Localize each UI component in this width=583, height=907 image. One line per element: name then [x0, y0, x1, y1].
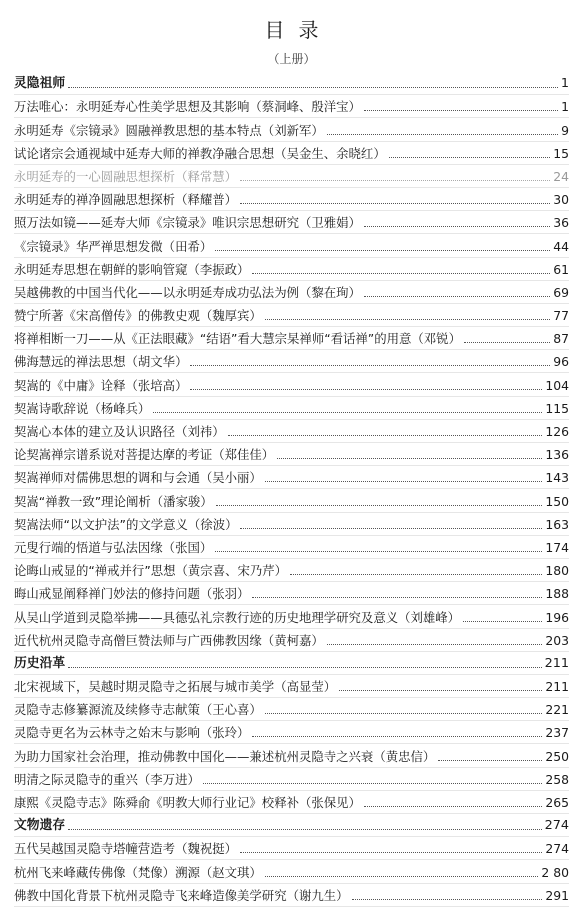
- page-number: 126: [545, 424, 569, 439]
- toc-entry[interactable]: [14, 211, 569, 234]
- dot-leader: [265, 713, 543, 714]
- volume-subtitle: （上册）: [267, 52, 316, 66]
- dot-leader: [190, 389, 542, 390]
- page-number: 15: [553, 145, 569, 161]
- dot-leader: [389, 157, 551, 158]
- entry-title: 灵隐寺志修纂源流及续修寺志献策（王心喜）: [14, 702, 262, 718]
- page-number: 221: [545, 702, 569, 718]
- toc-entry[interactable]: [14, 605, 569, 628]
- toc-entry[interactable]: [14, 420, 569, 443]
- page-number: 211: [545, 679, 569, 695]
- dot-leader: [265, 876, 539, 877]
- toc-entry[interactable]: [14, 397, 569, 420]
- toc-entry[interactable]: [14, 559, 569, 582]
- toc-section-heading[interactable]: [14, 814, 569, 837]
- toc-entry[interactable]: [14, 95, 569, 118]
- toc-entry[interactable]: [14, 791, 569, 814]
- entry-title: 照万法如镜——延寿大师《宗镜录》唯识宗思想研究（卫雅娟）: [14, 215, 361, 231]
- dot-leader: [240, 852, 542, 853]
- entry-title: 《宗镜录》华严禅思想发微（田希）: [14, 238, 213, 254]
- entry-title: 佛教中国化背景下杭州灵隐寺飞来峰造像美学研究（谢九生）: [14, 887, 349, 903]
- dot-leader: [463, 621, 542, 622]
- dot-leader: [252, 597, 542, 598]
- page-number: 196: [545, 609, 569, 625]
- page-number: 143: [545, 470, 569, 486]
- toc-entry[interactable]: [14, 234, 569, 257]
- page-number: 115: [545, 400, 569, 416]
- dot-leader: [68, 667, 541, 668]
- entry-title: 论契嵩禅宗谱系说对菩提达摩的考证（郑佳佳）: [14, 447, 275, 463]
- page-number: 2 80: [541, 864, 569, 880]
- page-number: 104: [545, 377, 569, 393]
- dot-leader: [215, 551, 542, 552]
- page-number: 265: [545, 795, 569, 810]
- entry-title: 近代杭州灵隐寺高僧巨赞法师与广西佛教因缘（黄柯嘉）: [14, 632, 324, 648]
- toc-entry[interactable]: [14, 327, 569, 350]
- toc-entry[interactable]: [14, 281, 569, 304]
- entry-title: 晦山戒显阐释禅门妙法的修持问题（张羽）: [14, 586, 250, 602]
- dot-leader: [252, 273, 550, 274]
- entry-title: 将禅相断一刀——从《正法眼藏》“结语”看大慧宗杲禅师“看话禅”的用意（邓锐）: [14, 331, 461, 347]
- page-number: 174: [545, 539, 569, 555]
- entry-title: 永明延寿的禅净圆融思想探析（释耀普）: [14, 192, 238, 208]
- page-title: 目录: [264, 18, 333, 42]
- dot-leader: [438, 760, 542, 761]
- entry-title: 永明延寿的一心圆融思想探析（释常慧）: [14, 168, 238, 184]
- entry-title: 佛海慧远的禅法思想（胡文华）: [14, 354, 188, 370]
- toc-entry[interactable]: [14, 466, 569, 489]
- dot-leader: [252, 736, 542, 737]
- dot-leader: [216, 505, 543, 506]
- page-number: 163: [545, 516, 569, 532]
- dot-leader: [352, 899, 543, 900]
- toc-entry[interactable]: [14, 675, 569, 698]
- dot-leader: [290, 574, 542, 575]
- dot-leader: [240, 203, 550, 204]
- page-number: 188: [545, 586, 569, 602]
- page-number: 30: [553, 192, 569, 208]
- page-number: 87: [553, 331, 569, 347]
- table-of-contents: [14, 72, 569, 907]
- entry-title: 永明延寿《宗镜录》圆融禅教思想的基本特点（刘新军）: [14, 122, 324, 138]
- entry-title: 契嵩禅师对儒佛思想的调和与会通（吴小丽）: [14, 470, 262, 486]
- entry-title: 明清之际灵隐寺的重兴（李万进）: [14, 771, 200, 787]
- entry-title: 万法唯心：永明延寿心性美学思想及其影响（蔡洞峰、殷洋宝）: [14, 99, 361, 115]
- entry-title: 灵隐寺更名为云林寺之始末与影响（张玲）: [14, 725, 250, 741]
- dot-leader: [203, 783, 542, 784]
- page-number: 1: [560, 76, 569, 92]
- entry-title: 元叟行端的悟道与弘法因缘（张国）: [14, 539, 213, 555]
- dot-leader: [240, 528, 542, 529]
- dot-leader: [68, 87, 558, 88]
- entry-title: 论晦山戒显的“禅戒并行”思想（黄宗喜、宋乃芹）: [14, 563, 288, 579]
- page-number: 258: [545, 771, 569, 787]
- entry-title: 五代吴越国灵隐寺塔幢营造考（魏祝挺）: [14, 841, 238, 857]
- page-number: 96: [553, 354, 569, 370]
- toc-entry[interactable]: [14, 582, 569, 605]
- toc-entry[interactable]: [14, 837, 569, 860]
- page-number: 237: [545, 725, 569, 741]
- entry-title: 吴越佛教的中国当代化——以永明延寿成功弘法为例（黎在珣）: [14, 284, 361, 300]
- page-number: 274: [544, 818, 569, 834]
- toc-section-heading[interactable]: [14, 652, 569, 675]
- entry-title: 康熙《灵隐寺志》陈舜俞《明教大师行业记》校释补（张保见）: [14, 795, 361, 810]
- toc-section-heading[interactable]: [14, 72, 569, 95]
- toc-entry[interactable]: [14, 698, 569, 721]
- page-number: 61: [553, 261, 569, 277]
- entry-title: 契嵩“禅教一致”理论阐析（潘家骏）: [14, 493, 213, 509]
- dot-leader: [153, 412, 542, 413]
- entry-title: 杭州飞来峰藏传佛像（梵像）溯源（赵文琪）: [14, 864, 262, 880]
- page-number: 1: [561, 99, 569, 115]
- page-number: 250: [545, 748, 569, 764]
- entry-title: 契嵩诗歌辞说（杨峰兵）: [14, 400, 151, 416]
- page-number: 44: [553, 238, 569, 254]
- toc-entry[interactable]: [14, 165, 569, 188]
- toc-entry[interactable]: [14, 350, 569, 373]
- dot-leader: [215, 250, 550, 251]
- toc-entry[interactable]: [14, 118, 569, 141]
- entry-title: 试论诸宗会通视域中延寿大师的禅教净融合思想（吴金生、余晓红）: [14, 145, 386, 161]
- page-number: 69: [553, 284, 569, 300]
- toc-entry[interactable]: [14, 489, 569, 512]
- toc-entry[interactable]: [14, 142, 569, 165]
- toc-entry[interactable]: [14, 304, 569, 327]
- toc-entry[interactable]: [14, 258, 569, 281]
- dot-leader: [327, 644, 543, 645]
- entry-title: 为助力国家社会治理，推动佛教中国化——兼述杭州灵隐寺之兴衰（黄忠信）: [14, 748, 436, 764]
- page-number: 36: [553, 215, 569, 231]
- dot-leader: [240, 180, 550, 181]
- dot-leader: [464, 342, 550, 343]
- entry-title: 契嵩法师“以文护法”的文学意义（徐波）: [14, 516, 238, 532]
- dot-leader: [339, 690, 542, 691]
- page-number: 180: [545, 563, 569, 579]
- page-number: 203: [545, 632, 569, 648]
- toc-entry[interactable]: [14, 721, 569, 744]
- dot-leader: [364, 296, 550, 297]
- page-number: 291: [545, 887, 569, 903]
- entry-title: 赞宁所著《宋高僧传》的佛教史观（魏厚宾）: [14, 308, 262, 324]
- section-title: 文物遗存: [14, 818, 66, 834]
- dot-leader: [364, 226, 550, 227]
- toc-entry[interactable]: [14, 373, 569, 396]
- dot-leader: [68, 829, 541, 830]
- entry-title: 永明延寿思想在朝鲜的影响管窥（李振政）: [14, 261, 250, 277]
- section-title: 灵隐祖师: [14, 76, 66, 92]
- toc-entry[interactable]: [14, 188, 569, 211]
- toc-entry[interactable]: [14, 884, 569, 907]
- section-title: 历史沿革: [14, 655, 66, 671]
- page-number: 136: [545, 447, 569, 463]
- entry-title: 从吴山学道到灵隐举拂——具德弘礼宗教行迹的历史地理学研究及意义（刘雄峰）: [14, 609, 461, 625]
- page-number: 274: [545, 841, 569, 857]
- toc-entry[interactable]: [14, 629, 569, 652]
- dot-leader: [265, 319, 550, 320]
- dot-leader: [364, 110, 558, 111]
- entry-title: 北宋视域下，吴越时期灵隐寺之拓展与城市美学（高显莹）: [14, 679, 337, 695]
- dot-leader: [228, 435, 543, 436]
- page-number: 24: [553, 168, 569, 184]
- toc-entry[interactable]: [14, 768, 569, 791]
- entry-title: 契嵩心本体的建立及认识路径（刘祎）: [14, 424, 225, 439]
- entry-title: 契嵩的《中庸》诠释（张培高）: [14, 377, 188, 393]
- toc-entry[interactable]: [14, 536, 569, 559]
- dot-leader: [190, 365, 550, 366]
- page-number: 150: [545, 493, 569, 509]
- dot-leader: [327, 134, 558, 135]
- dot-leader: [364, 806, 542, 807]
- dot-leader: [265, 481, 543, 482]
- toc-entry[interactable]: [14, 443, 569, 466]
- page-number: 211: [544, 655, 569, 671]
- toc-entry[interactable]: [14, 860, 569, 883]
- toc-entry[interactable]: [14, 744, 569, 767]
- page-number: 77: [553, 308, 569, 324]
- page-number: 9: [561, 122, 569, 138]
- toc-entry[interactable]: [14, 513, 569, 536]
- dot-leader: [277, 458, 542, 459]
